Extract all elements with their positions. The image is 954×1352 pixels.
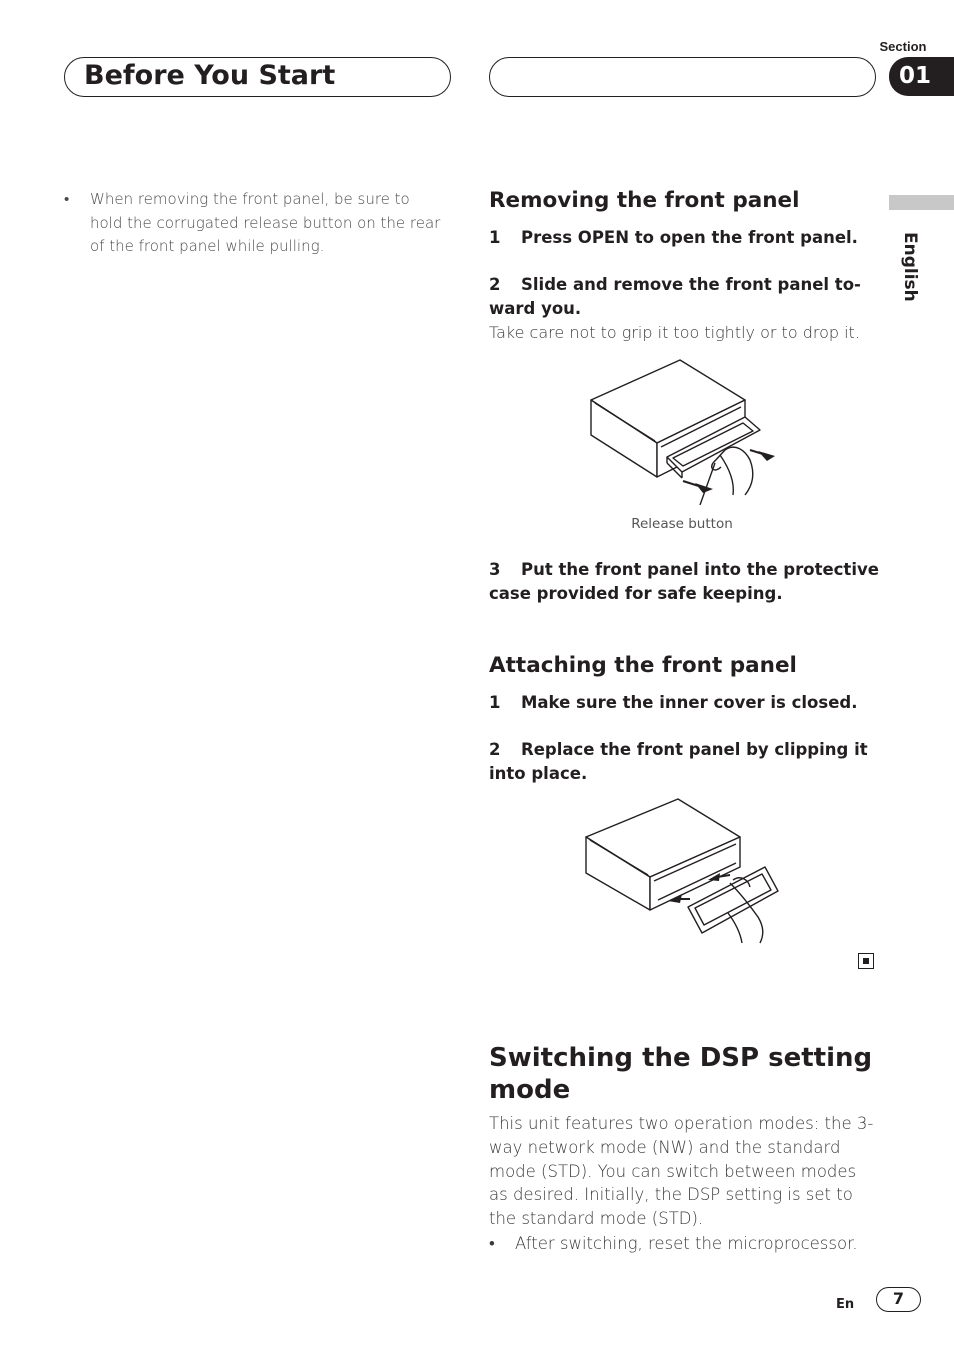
attaching-step-2 bbox=[489, 738, 868, 786]
step-number: 2 bbox=[489, 740, 501, 759]
page-title: Before You Start bbox=[84, 60, 336, 91]
dsp-bullet-text: After switching, reset the microprocessor. bbox=[515, 1234, 858, 1253]
dsp-bullet bbox=[489, 1232, 879, 1258]
step-text: Put the front panel into the protective bbox=[521, 560, 879, 579]
section-label: Section bbox=[879, 39, 927, 54]
step-number: 1 bbox=[489, 228, 501, 247]
step-text: Slide and remove the front panel to- bbox=[521, 275, 861, 294]
left-bullet-line: hold the corrugated release button on the rear bbox=[90, 213, 441, 232]
dsp-paragraph bbox=[489, 1112, 873, 1231]
section-number-badge: 01 bbox=[889, 57, 954, 96]
dsp-paragraph-line: This unit features two operation modes: the 3- bbox=[489, 1114, 874, 1133]
left-bullet bbox=[64, 188, 464, 268]
dsp-paragraph-line: as desired. Initially, the DSP setting is set to bbox=[489, 1185, 853, 1205]
side-language-label: English bbox=[900, 232, 920, 302]
bullet-dot: • bbox=[64, 190, 70, 208]
side-language-tab bbox=[890, 232, 940, 312]
removing-step-2-note: Take care not to grip it too tightly or to drop it. bbox=[489, 323, 860, 342]
removing-panel-illustration bbox=[585, 355, 785, 505]
header-right-frame bbox=[489, 57, 876, 97]
dsp-paragraph-line: way network mode (NW) and the standard bbox=[489, 1137, 841, 1157]
step-number: 1 bbox=[489, 693, 501, 712]
dsp-heading bbox=[489, 1042, 872, 1106]
step-text-continued: case provided for safe keeping. bbox=[489, 584, 783, 603]
release-button-caption: Release button bbox=[631, 516, 733, 532]
step-text: Make sure the inner cover is closed. bbox=[521, 693, 858, 712]
step-text-continued: into place. bbox=[489, 764, 588, 783]
attaching-step-1 bbox=[489, 691, 857, 715]
step-text: Press OPEN to open the front panel. bbox=[521, 228, 858, 247]
left-bullet-text bbox=[90, 188, 440, 259]
removing-heading: Removing the front panel bbox=[489, 188, 800, 213]
removing-step-3 bbox=[489, 558, 879, 606]
left-bullet-line: of the front panel while pulling. bbox=[90, 237, 325, 255]
footer-language-code: En bbox=[836, 1297, 855, 1312]
removing-step-1 bbox=[489, 226, 858, 250]
dsp-heading-line: Switching the DSP setting bbox=[489, 1043, 873, 1073]
bullet-dot: • bbox=[489, 1234, 495, 1253]
page-number: 7 bbox=[876, 1287, 921, 1312]
removing-step-2 bbox=[489, 273, 861, 321]
dsp-heading-line: mode bbox=[489, 1075, 571, 1105]
step-text: Replace the front panel by clipping it bbox=[521, 740, 868, 759]
section-end-mark bbox=[858, 953, 874, 969]
attaching-panel-illustration bbox=[580, 795, 785, 945]
dsp-paragraph-line: the standard mode (STD). bbox=[489, 1209, 704, 1229]
dsp-paragraph-line: mode (STD). You can switch between modes bbox=[489, 1161, 857, 1181]
attaching-heading: Attaching the front panel bbox=[489, 653, 797, 678]
side-tab-bar bbox=[889, 195, 954, 210]
step-number: 3 bbox=[489, 560, 501, 579]
left-bullet-line: When removing the front panel, be sure to bbox=[90, 190, 410, 208]
step-text-continued: ward you. bbox=[489, 299, 582, 318]
step-number: 2 bbox=[489, 275, 501, 294]
